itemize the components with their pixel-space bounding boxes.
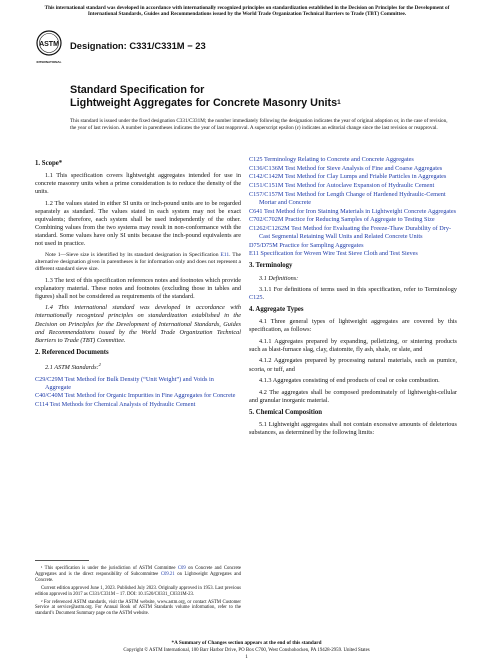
ref-title[interactable]: Test Method for Autoclave Expansion of Hydraulic Cement: [284, 182, 435, 190]
ref-code[interactable]: C125: [249, 156, 263, 163]
referenced-documents-heading: 2. Referenced Documents: [35, 348, 109, 356]
ref-title[interactable]: Test Method for Iron Staining Materials in Lightweight Concrete Aggregates: [264, 207, 457, 215]
ref-title[interactable]: Test Method for Length Change of Hardened Hydraulic-Cement Mortar and Concrete: [259, 190, 446, 206]
para-3-1-1: [249, 286, 457, 302]
ref-item[interactable]: [35, 401, 241, 409]
footnote-1-text-b: on Concrete and Concrete Aggregates and is the direct responsibility of Subcommittee: [35, 566, 241, 577]
astm-logo: [36, 28, 62, 68]
para-4-1-1: 4.1.1 Aggregates prepared by expanding, pelletizing, or sintering products such as blast-furnace slag, clay, diatomite, fly ash, shale, or slate, and: [249, 337, 457, 353]
footnote-divider: [35, 560, 89, 561]
footnote-1: [35, 566, 241, 584]
astm-standards-text: 2.1 ASTM Standards:: [45, 364, 99, 372]
ref-code[interactable]: C142/C142M: [249, 173, 284, 181]
para-3-1-1-suffix: .: [262, 294, 265, 302]
link-c125[interactable]: C125: [249, 294, 263, 302]
ref-code[interactable]: C29/C29M: [35, 375, 64, 383]
standard-title: [70, 84, 470, 110]
para-1-2: 1.2 The values stated in either SI units or inch-pound units are to be regarded separately as standard. The values stated in each system may not be exact equivalents; therefore, each system shall be used independently of the other. Combining values from the two systems may result in non-conformance with the standard. Some values have only SI units because the inch-pound equivalents are not used in practice.: [35, 199, 241, 248]
ref-item[interactable]: [249, 165, 457, 173]
ref-code[interactable]: C114: [35, 400, 49, 408]
para-4-1-3: 4.1.3 Aggregates consisting of end products of coal or coke combustion.: [259, 377, 440, 385]
summary-of-changes-note: *A Summary of Changes section appears at the end of this standard: [171, 640, 322, 646]
ref-title[interactable]: Specification for Woven Wire Test Sieve Cloth and Test Sieves: [260, 250, 418, 258]
para-4-2: 4.2 The aggregates shall be composed predominately of lightweight-cellular and granular inorganic material.: [249, 388, 457, 404]
ref-item[interactable]: [249, 250, 457, 258]
ref-code[interactable]: C136/C136M: [249, 164, 284, 172]
title-line-1: Standard Specification for: [70, 84, 205, 96]
footnote-1-edition: Current edition approved June 1, 2023. Published July 2023. Originally approved in 1953. Last previous edition approved in 2017 as C331/C331M – 17. DOI: 10.1520/C0331_C0331M-23.: [35, 585, 241, 597]
ref-title[interactable]: Test Method for Organic Impurities in Fine Aggregates for Concrete: [64, 392, 236, 400]
ref-title[interactable]: Terminology Relating to Concrete and Concrete Aggregates: [264, 156, 414, 163]
astm-standards-label: [35, 361, 241, 372]
title-line-2: [70, 97, 470, 110]
chemical-composition-heading: 5. Chemical Composition: [249, 408, 323, 416]
ref-item[interactable]: [249, 191, 457, 207]
ref-title[interactable]: Test Method for Clay Lumps and Friable Particles in Aggregates: [284, 173, 447, 181]
logo-subtext: INTERNATIONAL: [36, 60, 62, 64]
right-column: [249, 156, 457, 440]
para-1-4: 1.4 This international standard was developed in accordance with internationally recognized principles on standardization established in the Decision on Principles for the Development of International Standards, Guides and Recommendations issued by the World Trade Organization Technical Barriers to Trade (TBT) Committee.: [35, 304, 241, 344]
copyright-line: Copyright © ASTM International, 100 Barr Harbor Drive, PO Box C700, West Conshohocken, PA 19428-2959. United States: [123, 648, 370, 653]
para-4-1-2: 4.1.2 Aggregates prepared by processing natural materials, such as pumice, scoria, or tuff, and: [249, 357, 457, 373]
issuance-statement: This standard is issued under the fixed designation C331/C331M; the number immediately following the designation indicates the year of original adoption or, in the case of revision, the year of last revision. A number in parentheses indicates the year of last reapproval. A superscript epsilon (ε) indicates an editorial change since the last revision or reapproval.: [70, 118, 448, 131]
ref-title[interactable]: Test Methods for Chemical Analysis of Hydraulic Cement: [49, 400, 196, 408]
note-1-text: Note 1—Sieve size is identified by its standard designation in Specification: [45, 251, 221, 258]
para-1-1: 1.1 This specification covers lightweight aggregates intended for use in concrete masonry units when a prime consideration is to reduce the density of the units.: [35, 172, 241, 196]
designation: Designation: C331/C331M − 23: [70, 40, 206, 51]
link-c09-21[interactable]: C09.21: [160, 571, 175, 577]
logo-text: ASTM: [39, 41, 59, 48]
ref-item[interactable]: [249, 225, 457, 241]
ref-title[interactable]: Practice for Sampling Aggregates: [279, 241, 364, 249]
para-1-3: 1.3 The text of this specification references notes and footnotes which provide explanatory material. These notes and footnotes (excluding those in tables and figures) shall not be considered as requirements of the standard.: [35, 276, 241, 300]
para-5-1: 5.1 Lightweight aggregates shall not contain excessive amounts of deleterious substances, as determined by the following limits:: [249, 420, 457, 436]
ref-item[interactable]: [249, 182, 457, 190]
page-number: 1: [245, 654, 248, 660]
ref-item[interactable]: [249, 156, 457, 164]
note-1-link-e11[interactable]: E11: [220, 251, 230, 258]
note-1: [35, 252, 241, 274]
ref-code[interactable]: D75/D75M: [249, 241, 278, 249]
footnote-1-text-a: ¹ This specification is under the jurisdiction of ASTM Committee: [41, 566, 178, 571]
terminology-heading: 3. Terminology: [249, 262, 293, 270]
aggregate-types-heading: 4. Aggregate Types: [249, 306, 304, 314]
scope-heading: 1. Scope*: [35, 160, 63, 167]
ref-code[interactable]: C641: [249, 207, 263, 215]
ref-title[interactable]: Test Method for Sieve Analysis of Fine and Coarse Aggregates: [284, 164, 443, 172]
footnote-2: ² For referenced ASTM standards, visit the ASTM website, www.astm.org, or contact ASTM Customer Service at service@astm.org. For Annual Book of ASTM Standards volume information, refer to the standard’s Document Summary page on the ASTM website.: [35, 599, 241, 617]
para-3-1-1-text: 3.1.1 For definitions of terms used in this specification, refer to Terminology: [259, 286, 457, 294]
ref-code[interactable]: E11: [249, 250, 259, 258]
footnotes: [35, 566, 241, 619]
ref-code[interactable]: C40/C40M: [35, 392, 64, 400]
ref-title[interactable]: Test Method for Evaluating the Freeze-Thaw Durability of Dry-Cast Segmental Retaining Wall Units and Related Concrete Units: [259, 224, 452, 240]
title-main: Lightweight Aggregates for Concrete Masonry Units: [70, 97, 338, 109]
ref-item[interactable]: [249, 208, 457, 216]
astm-standards-footnote-mark: 2: [98, 361, 101, 367]
wto-notice: This international standard was developed in accordance with internationally recognized principles on standardization established in the Decision on Principles for the Development of International Standards, Guides and Recommendations issued by the World Trade Organization Technical Barriers to Trade (TBT) Committee.: [44, 5, 450, 18]
ref-item[interactable]: [249, 242, 457, 250]
ref-code[interactable]: C151/C151M: [249, 182, 284, 190]
footnote-1-text-c: on Lightweight Aggregates and Concrete.: [35, 571, 242, 583]
note-1-suffix: . The alternative designation given in parentheses is for information only and does not represent a different standard sieve size.: [35, 251, 241, 273]
para-3-1: 3.1 Definitions:: [259, 274, 299, 282]
ref-code[interactable]: C702/C702M: [249, 216, 284, 224]
title-footnote-mark: 1: [337, 99, 341, 106]
ref-title[interactable]: Test Method for Bulk Density (“Unit Weight”) and Voids in Aggregate: [45, 375, 214, 391]
link-c09[interactable]: C09: [177, 566, 186, 571]
ref-code[interactable]: C157/C157M: [249, 190, 284, 198]
ref-item[interactable]: [35, 376, 241, 392]
ref-title[interactable]: Practice for Reducing Samples of Aggregate to Testing Size: [284, 216, 435, 224]
ref-item[interactable]: [35, 392, 241, 400]
para-4-1: 4.1 Three general types of lightweight aggregates are covered by this specification, as follows:: [249, 318, 457, 334]
astm-logo-icon: [36, 28, 62, 68]
ref-item[interactable]: [249, 173, 457, 181]
ref-code[interactable]: C1262/C1262M: [249, 224, 290, 232]
left-column: [35, 156, 241, 410]
ref-item[interactable]: [249, 216, 457, 224]
